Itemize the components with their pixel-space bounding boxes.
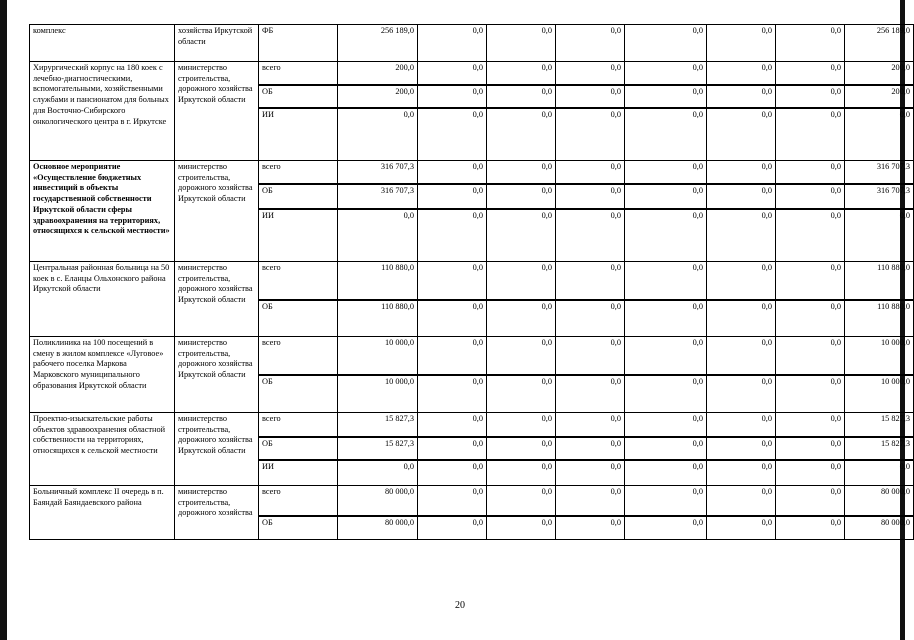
amount-cell: 0,0	[418, 413, 487, 437]
amount-cell: 0,0	[776, 300, 845, 337]
amount-cell: 0,0	[625, 375, 707, 413]
amount-cell: 0,0	[338, 460, 418, 486]
amount-cell: 15 827,3	[338, 413, 418, 437]
amount-cell: 80 000,0	[338, 516, 418, 540]
amount-cell: 0,0	[707, 85, 776, 108]
amount-cell: 0,0	[418, 516, 487, 540]
amount-cell: 0,0	[625, 300, 707, 337]
executor-cell: хозяйства Иркутской области	[175, 25, 259, 62]
amount-cell: 0,0	[776, 184, 845, 209]
amount-cell: 0,0	[625, 161, 707, 184]
item-name-cell: Больничный комплекс II очередь в п. Баяндай Баяндаевского района	[30, 486, 175, 540]
table-row	[30, 25, 914, 62]
amount-cell: 200,0	[338, 62, 418, 85]
amount-cell: 0,0	[625, 486, 707, 516]
amount-cell: 0,0	[487, 62, 556, 85]
amount-cell: 200,0	[338, 85, 418, 108]
amount-cell: 0,0	[625, 209, 707, 262]
amount-cell: 256 189,0	[338, 25, 418, 62]
total-value-cell: 15 827,3	[845, 413, 914, 437]
amount-cell: 0,0	[625, 62, 707, 85]
amount-cell: 0,0	[418, 300, 487, 337]
item-name-cell: Проектно-изыскательские работы объектов здравоохранения областной собственности на территориях, относящихся к сельской местности	[30, 413, 175, 486]
item-name-cell: Хирургический корпус на 180 коек с лечебно-диагностическими, вспомогательными, хозяйственными службами и пансионатом для больных для Восточно-Сибирского онкологического центра в г. Иркутске	[30, 62, 175, 161]
amount-cell: 0,0	[707, 413, 776, 437]
amount-cell: 0,0	[556, 486, 625, 516]
total-value-cell: 0,0	[845, 209, 914, 262]
amount-cell: 0,0	[418, 337, 487, 375]
amount-cell: 0,0	[707, 209, 776, 262]
amount-cell: 0,0	[707, 375, 776, 413]
amount-cell: 10 000,0	[338, 375, 418, 413]
amount-cell: 0,0	[776, 262, 845, 300]
amount-cell: 0,0	[707, 516, 776, 540]
amount-cell: 0,0	[418, 25, 487, 62]
amount-cell: 0,0	[776, 209, 845, 262]
funding-source-cell: ОБ	[259, 516, 338, 540]
amount-cell: 0,0	[707, 161, 776, 184]
total-value-cell: 110 880,0	[845, 262, 914, 300]
amount-cell: 0,0	[418, 437, 487, 460]
amount-cell: 0,0	[487, 209, 556, 262]
item-name-cell: Центральная районная больница на 50 коек в с. Еланцы Ольхонского района Иркутской области	[30, 262, 175, 337]
funding-source-cell: ИИ	[259, 209, 338, 262]
amount-cell: 0,0	[625, 25, 707, 62]
amount-cell: 0,0	[487, 516, 556, 540]
scan-edge-left	[0, 0, 7, 640]
total-value-cell: 316 707,3	[845, 184, 914, 209]
amount-cell: 0,0	[418, 62, 487, 85]
total-value-cell: 80 000,0	[845, 486, 914, 516]
total-value-cell: 0,0	[845, 460, 914, 486]
amount-cell: 0,0	[556, 300, 625, 337]
amount-cell: 316 707,3	[338, 184, 418, 209]
item-name-cell: комплекс	[30, 25, 175, 62]
amount-cell: 0,0	[487, 25, 556, 62]
total-value-cell: 10 000,0	[845, 337, 914, 375]
executor-cell: министерство строительства, дорожного хозяйства Иркутской области	[175, 262, 259, 337]
table-row	[30, 262, 914, 300]
table-row	[30, 337, 914, 375]
total-value-cell: 80 000,0	[845, 516, 914, 540]
total-value-cell: 256 189,0	[845, 25, 914, 62]
total-value-cell: 200,0	[845, 85, 914, 108]
amount-cell: 0,0	[556, 108, 625, 161]
table-body	[30, 25, 914, 540]
amount-cell: 0,0	[776, 460, 845, 486]
amount-cell: 0,0	[556, 85, 625, 108]
amount-cell: 0,0	[625, 262, 707, 300]
amount-cell: 0,0	[487, 375, 556, 413]
amount-cell: 0,0	[707, 460, 776, 486]
amount-cell: 0,0	[418, 85, 487, 108]
amount-cell: 0,0	[418, 108, 487, 161]
amount-cell: 0,0	[487, 413, 556, 437]
amount-cell: 0,0	[487, 300, 556, 337]
amount-cell: 0,0	[418, 209, 487, 262]
amount-cell: 0,0	[418, 184, 487, 209]
funding-source-cell: ОБ	[259, 375, 338, 413]
amount-cell: 0,0	[487, 85, 556, 108]
total-value-cell: 316 707,3	[845, 161, 914, 184]
amount-cell: 0,0	[707, 25, 776, 62]
amount-cell: 0,0	[556, 161, 625, 184]
funding-source-cell: ОБ	[259, 437, 338, 460]
amount-cell: 0,0	[707, 262, 776, 300]
amount-cell: 15 827,3	[338, 437, 418, 460]
amount-cell: 0,0	[776, 62, 845, 85]
amount-cell: 0,0	[625, 437, 707, 460]
funding-source-cell: ИИ	[259, 108, 338, 161]
amount-cell: 0,0	[625, 460, 707, 486]
amount-cell: 0,0	[487, 437, 556, 460]
amount-cell: 0,0	[707, 62, 776, 85]
amount-cell: 0,0	[556, 262, 625, 300]
amount-cell: 0,0	[556, 25, 625, 62]
amount-cell: 0,0	[556, 184, 625, 209]
amount-cell: 0,0	[776, 25, 845, 62]
amount-cell: 0,0	[776, 516, 845, 540]
amount-cell: 0,0	[707, 437, 776, 460]
amount-cell: 0,0	[418, 161, 487, 184]
amount-cell: 0,0	[556, 337, 625, 375]
funding-source-cell: ФБ	[259, 25, 338, 62]
funding-source-cell: ИИ	[259, 460, 338, 486]
table-row	[30, 413, 914, 437]
amount-cell: 110 880,0	[338, 262, 418, 300]
funding-source-cell: всего	[259, 262, 338, 300]
table-row	[30, 486, 914, 516]
executor-cell: министерство строительства, дорожного хозяйства	[175, 486, 259, 540]
amount-cell: 80 000,0	[338, 486, 418, 516]
amount-cell: 316 707,3	[338, 161, 418, 184]
amount-cell: 0,0	[418, 375, 487, 413]
executor-cell: министерство строительства, дорожного хозяйства Иркутской области	[175, 413, 259, 486]
amount-cell: 0,0	[776, 108, 845, 161]
page-number: 20	[455, 600, 465, 611]
amount-cell: 0,0	[625, 413, 707, 437]
funding-source-cell: всего	[259, 62, 338, 85]
amount-cell: 0,0	[487, 337, 556, 375]
executor-cell: министерство строительства, дорожного хозяйства Иркутской области	[175, 161, 259, 262]
amount-cell: 0,0	[776, 337, 845, 375]
amount-cell: 0,0	[625, 85, 707, 108]
amount-cell: 0,0	[556, 460, 625, 486]
amount-cell: 0,0	[556, 516, 625, 540]
amount-cell: 0,0	[776, 161, 845, 184]
amount-cell: 0,0	[487, 486, 556, 516]
table-row	[30, 161, 914, 184]
amount-cell: 10 000,0	[338, 337, 418, 375]
funding-source-cell: всего	[259, 486, 338, 516]
funding-source-cell: ОБ	[259, 300, 338, 337]
amount-cell: 0,0	[707, 108, 776, 161]
amount-cell: 0,0	[776, 85, 845, 108]
funding-table	[29, 24, 914, 540]
funding-source-cell: ОБ	[259, 184, 338, 209]
amount-cell: 0,0	[418, 262, 487, 300]
amount-cell: 0,0	[707, 337, 776, 375]
total-value-cell: 0,0	[845, 108, 914, 161]
total-value-cell: 10 000,0	[845, 375, 914, 413]
amount-cell: 0,0	[556, 437, 625, 460]
table-row	[30, 62, 914, 85]
amount-cell: 0,0	[776, 375, 845, 413]
amount-cell: 0,0	[487, 262, 556, 300]
amount-cell: 0,0	[487, 108, 556, 161]
amount-cell: 0,0	[418, 460, 487, 486]
item-name-cell: Основное мероприятие «Осуществление бюджетных инвестиций в объекты государственной собственности Иркутской области сферы здравоохранения на территориях, относящихся к сельской местности»	[30, 161, 175, 262]
funding-source-cell: всего	[259, 161, 338, 184]
amount-cell: 0,0	[625, 184, 707, 209]
amount-cell: 0,0	[625, 516, 707, 540]
amount-cell: 110 880,0	[338, 300, 418, 337]
amount-cell: 0,0	[776, 437, 845, 460]
funding-source-cell: всего	[259, 337, 338, 375]
amount-cell: 0,0	[707, 300, 776, 337]
funding-source-cell: ОБ	[259, 85, 338, 108]
funding-source-cell: всего	[259, 413, 338, 437]
amount-cell: 0,0	[556, 62, 625, 85]
amount-cell: 0,0	[487, 460, 556, 486]
amount-cell: 0,0	[338, 108, 418, 161]
amount-cell: 0,0	[625, 108, 707, 161]
amount-cell: 0,0	[707, 184, 776, 209]
amount-cell: 0,0	[418, 486, 487, 516]
amount-cell: 0,0	[556, 375, 625, 413]
amount-cell: 0,0	[338, 209, 418, 262]
amount-cell: 0,0	[487, 161, 556, 184]
total-value-cell: 110 880,0	[845, 300, 914, 337]
amount-cell: 0,0	[625, 337, 707, 375]
amount-cell: 0,0	[776, 486, 845, 516]
amount-cell: 0,0	[556, 413, 625, 437]
executor-cell: министерство строительства, дорожного хозяйства Иркутской области	[175, 62, 259, 161]
amount-cell: 0,0	[556, 209, 625, 262]
total-value-cell: 200,0	[845, 62, 914, 85]
amount-cell: 0,0	[776, 413, 845, 437]
amount-cell: 0,0	[707, 486, 776, 516]
executor-cell: министерство строительства, дорожного хозяйства Иркутской области	[175, 337, 259, 413]
amount-cell: 0,0	[487, 184, 556, 209]
item-name-cell: Поликлиника на 100 посещений в смену в жилом комплексе «Луговое» рабочего поселка Маркова Марковского муниципального образования Иркутской области	[30, 337, 175, 413]
total-value-cell: 15 827,3	[845, 437, 914, 460]
